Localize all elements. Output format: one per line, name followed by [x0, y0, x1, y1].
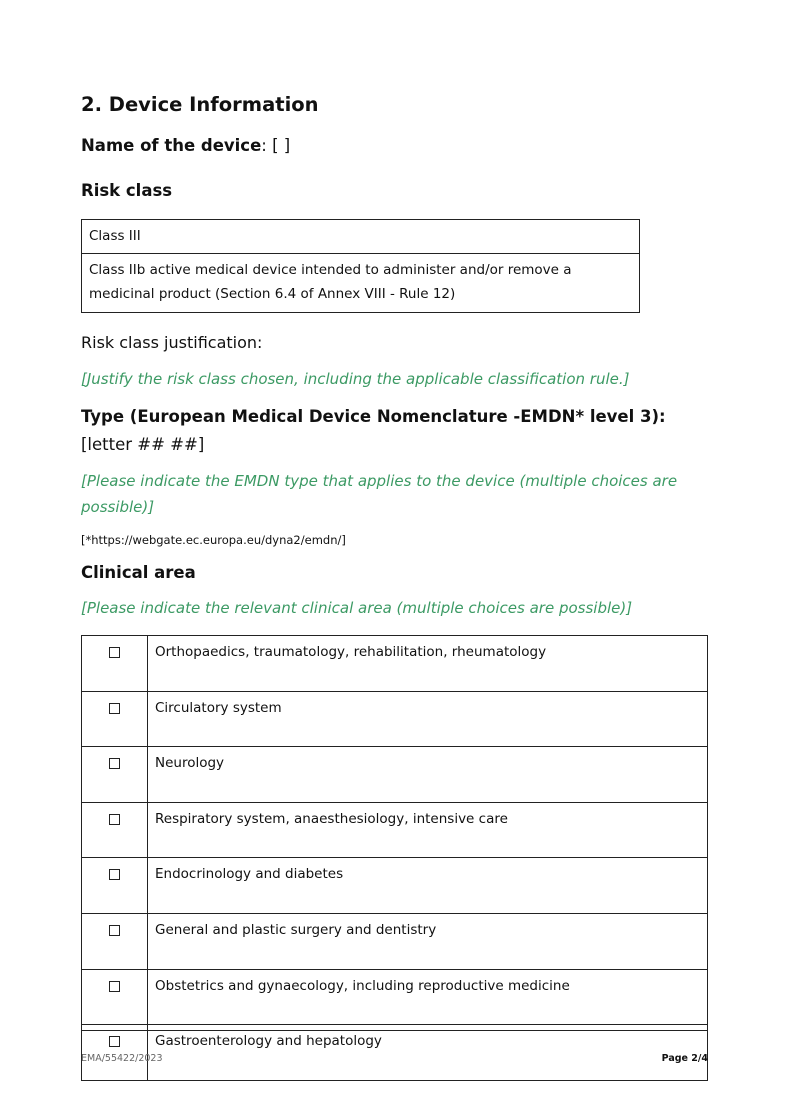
checkbox[interactable]: [109, 869, 120, 880]
clinical-area-hint: [Please indicate the relevant clinical area (multiple choices are possible)]: [81, 599, 633, 617]
checkbox[interactable]: [109, 814, 120, 825]
clinical-area-row: [82, 969, 708, 1025]
footer-divider: [81, 1030, 708, 1031]
clinical-area-label: Neurology: [148, 747, 708, 803]
risk-class-table: [81, 219, 640, 313]
clinical-area-table: [81, 635, 708, 1081]
checkbox[interactable]: [109, 981, 120, 992]
document-reference: EMA/55422/2023: [81, 1053, 163, 1064]
risk-class-row: Class III: [89, 228, 141, 244]
clinical-area-row: [82, 747, 708, 803]
clinical-area-label: Circulatory system: [148, 691, 708, 747]
clinical-area-row: [82, 691, 708, 747]
emdn-type-value: [letter ## ##]: [81, 435, 205, 454]
device-name-value: : [ ]: [261, 136, 291, 155]
emdn-reference-link: [*https://webgate.ec.europa.eu/dyna2/emdn/]: [81, 533, 346, 547]
clinical-area-label: General and plastic surgery and dentistry: [148, 913, 708, 969]
clinical-area-label: Orthopaedics, traumatology, rehabilitation, rheumatology: [148, 636, 708, 692]
device-name-line: [81, 136, 290, 155]
clinical-area-row: [82, 1025, 708, 1081]
section-heading: 2. Device Information: [81, 93, 319, 116]
risk-justification-label: Risk class justification:: [81, 333, 263, 352]
risk-justification-hint: [Justify the risk class chosen, including the applicable classification rule.]: [81, 370, 630, 388]
emdn-type-label: Type (European Medical Device Nomenclature -EMDN* level 3):: [81, 407, 666, 426]
clinical-area-label: Endocrinology and diabetes: [148, 858, 708, 914]
clinical-area-row: [82, 636, 708, 692]
clinical-area-label: Respiratory system, anaesthesiology, intensive care: [148, 802, 708, 858]
device-name-label: Name of the device: [81, 136, 262, 155]
checkbox[interactable]: [109, 647, 120, 658]
checkbox[interactable]: [109, 703, 120, 714]
emdn-type-line: [81, 403, 711, 459]
clinical-area-row: [82, 802, 708, 858]
checkbox[interactable]: [109, 925, 120, 936]
risk-class-row: Class IIb active medical device intended to administer and/or remove a medicinal product (Section 6.4 of Annex VIII - Rule 12): [82, 253, 639, 312]
checkbox[interactable]: [109, 758, 120, 769]
risk-class-heading: Risk class: [81, 181, 173, 200]
emdn-type-hint: [Please indicate the EMDN type that applies to the device (multiple choices are possible)]: [81, 472, 678, 516]
clinical-area-label: Gastroenterology and hepatology: [148, 1025, 708, 1081]
clinical-area-heading: Clinical area: [81, 563, 196, 582]
clinical-area-row: [82, 858, 708, 914]
page-number: Page 2/4: [661, 1053, 708, 1064]
checkbox[interactable]: [109, 1036, 120, 1047]
clinical-area-row: [82, 913, 708, 969]
clinical-area-label: Obstetrics and gynaecology, including reproductive medicine: [148, 969, 708, 1025]
